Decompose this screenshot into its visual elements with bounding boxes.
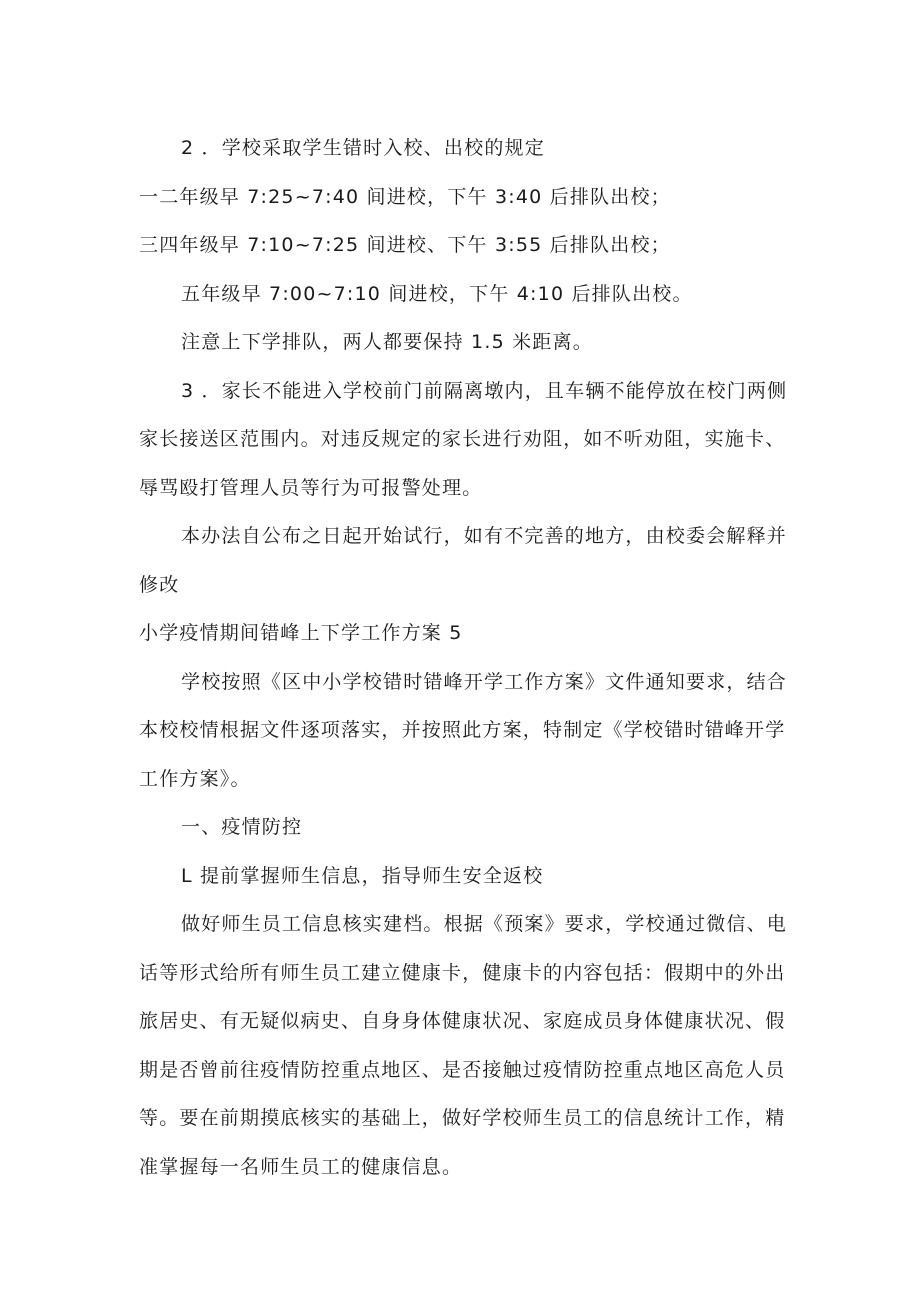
paragraph-trial-note xyxy=(139,512,788,609)
text-line: 辱骂殴打管理人员等行为可报警处理。 xyxy=(139,476,483,499)
text-line: 小学疫情期间错峰上下学工作方案 5 xyxy=(139,622,463,644)
paragraph-grade-5 xyxy=(139,270,783,319)
paragraph-distance-note xyxy=(139,318,783,367)
text-line: 家长接送区范围内。对违反规定的家长进行劝阻，如不听劝阻，实施卡、 xyxy=(139,428,786,450)
text-line: L 提前掌握师生信息，指导师生安全返校 xyxy=(181,864,544,887)
text-line: 一二年级早 7:25~7:40 间进校，下午 3:40 后排队出校； xyxy=(139,185,671,208)
text-line: 本办法自公布之日起开始试行，如有不完善的地方，由校委会解释并 xyxy=(181,525,788,547)
text-line: 五年级早 7:00~7:10 间进校，下午 4:10 后排队出校。 xyxy=(181,282,693,305)
heading-item-1 xyxy=(139,852,783,901)
text-line: 做好师生员工信息核实建档。根据《预案》要求，学校通过微信、电 xyxy=(181,913,788,935)
text-line: 3 ．家长不能进入学校前门前隔离墩内，且车辆不能停放在校门两侧 xyxy=(181,379,788,402)
paragraph-health-records xyxy=(139,900,788,1191)
paragraph-rule-3 xyxy=(139,367,788,513)
text-line: 准掌握每一名师生员工的健康信息。 xyxy=(139,1155,463,1178)
paragraph-grade-1-2 xyxy=(139,173,783,222)
text-line: 三四年级早 7:10~7:25 间进校、下午 3:55 后排队出校； xyxy=(139,234,671,256)
heading-epidemic-control xyxy=(139,803,783,852)
text-line: 一、疫情防控 xyxy=(181,816,303,838)
text-line: 注意上下学排队，两人都要保持 1.5 米距离。 xyxy=(181,331,593,353)
text-line: 本校校情根据文件逐项落实，并按照此方案，特制定《学校错时错峰开学 xyxy=(139,719,786,741)
paragraph-grade-3-4 xyxy=(139,221,783,270)
text-line: 工作方案》。 xyxy=(139,767,251,790)
paragraph-intro xyxy=(139,658,788,804)
text-line: 旅居史、有无疑似病史、自身身体健康状况、家庭成员身体健康状况、假 xyxy=(139,1010,786,1032)
section-title xyxy=(139,609,783,658)
text-line: 修改 xyxy=(139,573,180,596)
text-line: 2 ．学校采取学生错时入校、出校的规定 xyxy=(181,137,545,159)
text-line: 学校按照《区中小学校错时错峰开学工作方案》文件通知要求，结合 xyxy=(181,670,788,693)
text-line: 等。要在前期摸底核实的基础上，做好学校师生员工的信息统计工作，精 xyxy=(139,1107,786,1129)
text-line: 话等形式给所有师生员工建立健康卡，健康卡的内容包括：假期中的外出 xyxy=(139,961,786,984)
text-line: 期是否曾前往疫情防控重点地区、是否接触过疫情防控重点地区高危人员 xyxy=(139,1058,786,1081)
paragraph-rule-2 xyxy=(139,124,783,173)
document-body xyxy=(139,124,788,1191)
